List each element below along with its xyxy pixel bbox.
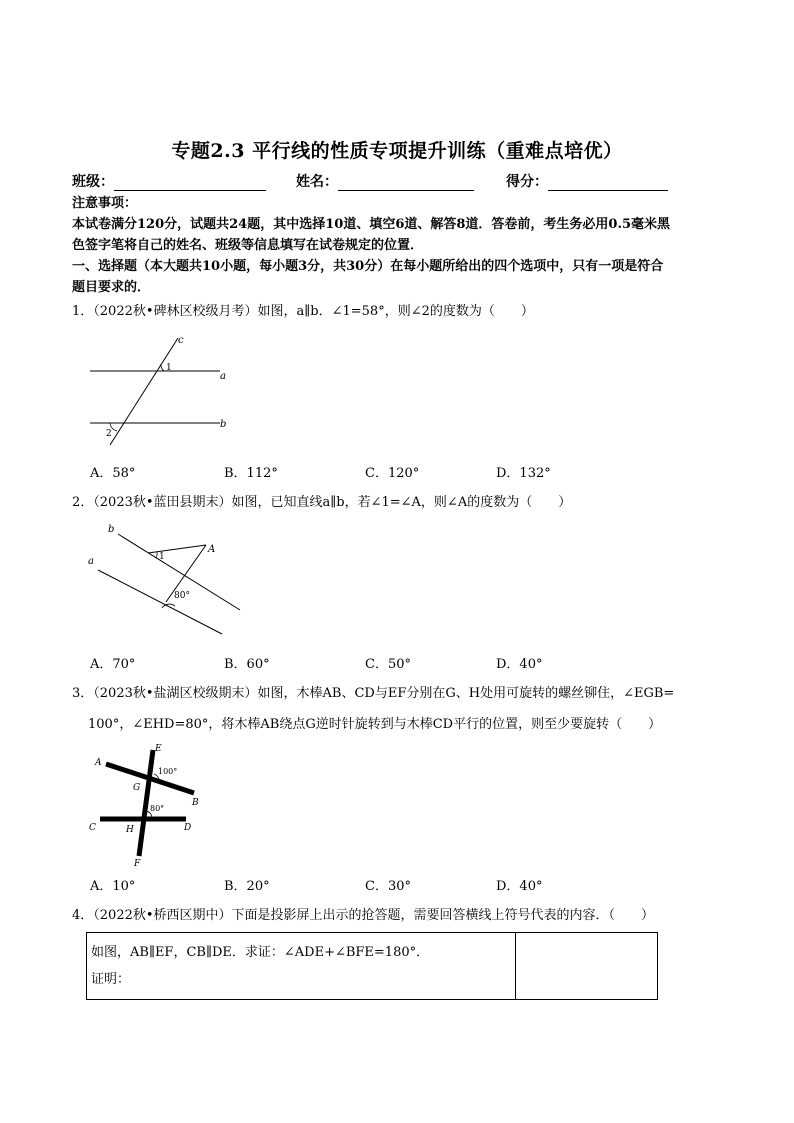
label-B: B	[192, 798, 199, 808]
section-heading-line1: 一、选择题（本大题共10小题，每小题3分，共30分）在每小题所给出的四个选项中，只有一项是符合	[72, 259, 664, 274]
label-G: G	[133, 783, 141, 793]
line-a	[98, 570, 222, 634]
score-label: 得分：	[506, 174, 548, 190]
question-3-option-b[interactable]: B．20°	[224, 879, 270, 894]
label-angle-80: 80°	[150, 804, 165, 813]
line-c	[110, 338, 178, 445]
label-F: F	[134, 859, 141, 868]
notice-heading: 注意事项：	[72, 196, 138, 211]
question-3-option-c[interactable]: C．30°	[365, 879, 411, 894]
notice-line1: 本试卷满分120分，试题共24题，其中选择10道、填空6道、解答8道．答卷前，考生务必用0.5毫米黑	[72, 217, 671, 232]
segment-to-A	[148, 545, 206, 553]
question-3-stem-line1: 3．（2023秋•盐湖区校级期末）如图，木棒AB、CD与EF分别在G、H处用可旋转的螺丝铆住，∠EGB=	[72, 686, 675, 701]
question-4-box-line1: 如图，AB∥EF，CB∥DE．求证：∠ADE+∠BFE=180°．	[91, 945, 430, 960]
label-angle-1: 1	[159, 552, 165, 562]
class-field	[72, 171, 266, 191]
question-4-box-left	[87, 933, 516, 1000]
question-3-option-a[interactable]: A．10°	[90, 879, 136, 894]
name-field	[296, 171, 474, 191]
score-blank[interactable]	[548, 174, 668, 191]
label-angle-100: 100°	[158, 767, 178, 776]
label-b: b	[220, 419, 227, 430]
label-D: D	[184, 823, 192, 833]
question-2-figure	[84, 524, 254, 642]
angle-1-arc	[156, 552, 157, 558]
label-b: b	[108, 524, 115, 535]
name-label: 姓名：	[296, 174, 338, 190]
class-blank[interactable]	[114, 174, 266, 191]
label-H: H	[126, 825, 134, 835]
score-field	[506, 171, 668, 191]
question-4-box-right	[516, 933, 658, 1000]
label-E: E	[155, 744, 162, 754]
label-A: A	[95, 758, 102, 768]
label-angle-2: 2	[106, 429, 112, 439]
class-label: 班级：	[72, 174, 114, 190]
label-A: A	[208, 544, 216, 555]
label-a: a	[220, 371, 226, 382]
question-3-figure	[84, 742, 214, 868]
label-angle-80: 80°	[174, 591, 190, 601]
question-2-option-a[interactable]: A．70°	[90, 657, 136, 672]
question-3-stem-line2: 100°，∠EHD=80°，将木棒AB绕点G逆时针旋转到与木棒CD平行的位置，则至少要旋转（ ）	[88, 717, 662, 732]
question-2-option-d[interactable]: D．40°	[496, 657, 543, 672]
question-4-stem: 4．（2022秋•桥西区期中）下面是投影屏上出示的抢答题，需要回答横线上符号代表的内容．（ ）	[72, 908, 655, 923]
question-1-stem: 1．（2022秋•碑林区校级月考）如图，a∥b．∠1=58°，则∠2的度数为（ ）	[72, 304, 534, 319]
question-1-option-c[interactable]: C．120°	[365, 466, 420, 481]
label-a: a	[88, 556, 94, 567]
name-blank[interactable]	[338, 174, 474, 191]
question-2-option-c[interactable]: C．50°	[365, 657, 411, 672]
page-title: 专题2.3 平行线的性质专项提升训练（重难点培优）	[171, 140, 623, 162]
question-2-option-b[interactable]: B．60°	[224, 657, 270, 672]
stick-EF	[139, 750, 153, 856]
label-angle-1: 1	[166, 363, 172, 373]
angle-1-arc	[161, 364, 164, 371]
question-1-figure	[80, 330, 250, 450]
question-4-box-line2: 证明：	[91, 972, 131, 987]
label-C: C	[89, 823, 96, 833]
notice-line2: 色签字笔将自己的姓名、班级等信息填写在试卷规定的位置．	[72, 238, 424, 253]
question-4-box	[86, 932, 658, 1000]
question-3-option-d[interactable]: D．40°	[496, 879, 543, 894]
question-2-stem: 2．（2023秋•蓝田县期末）如图，已知直线a∥b，若∠1=∠A，则∠A的度数为（ ）	[72, 495, 572, 510]
section-heading-line2: 题目要求的．	[72, 280, 151, 295]
question-1-option-a[interactable]: A．58°	[90, 466, 136, 481]
question-1-option-d[interactable]: D．132°	[496, 466, 551, 481]
label-c: c	[178, 335, 184, 346]
question-1-option-b[interactable]: B．112°	[224, 466, 278, 481]
